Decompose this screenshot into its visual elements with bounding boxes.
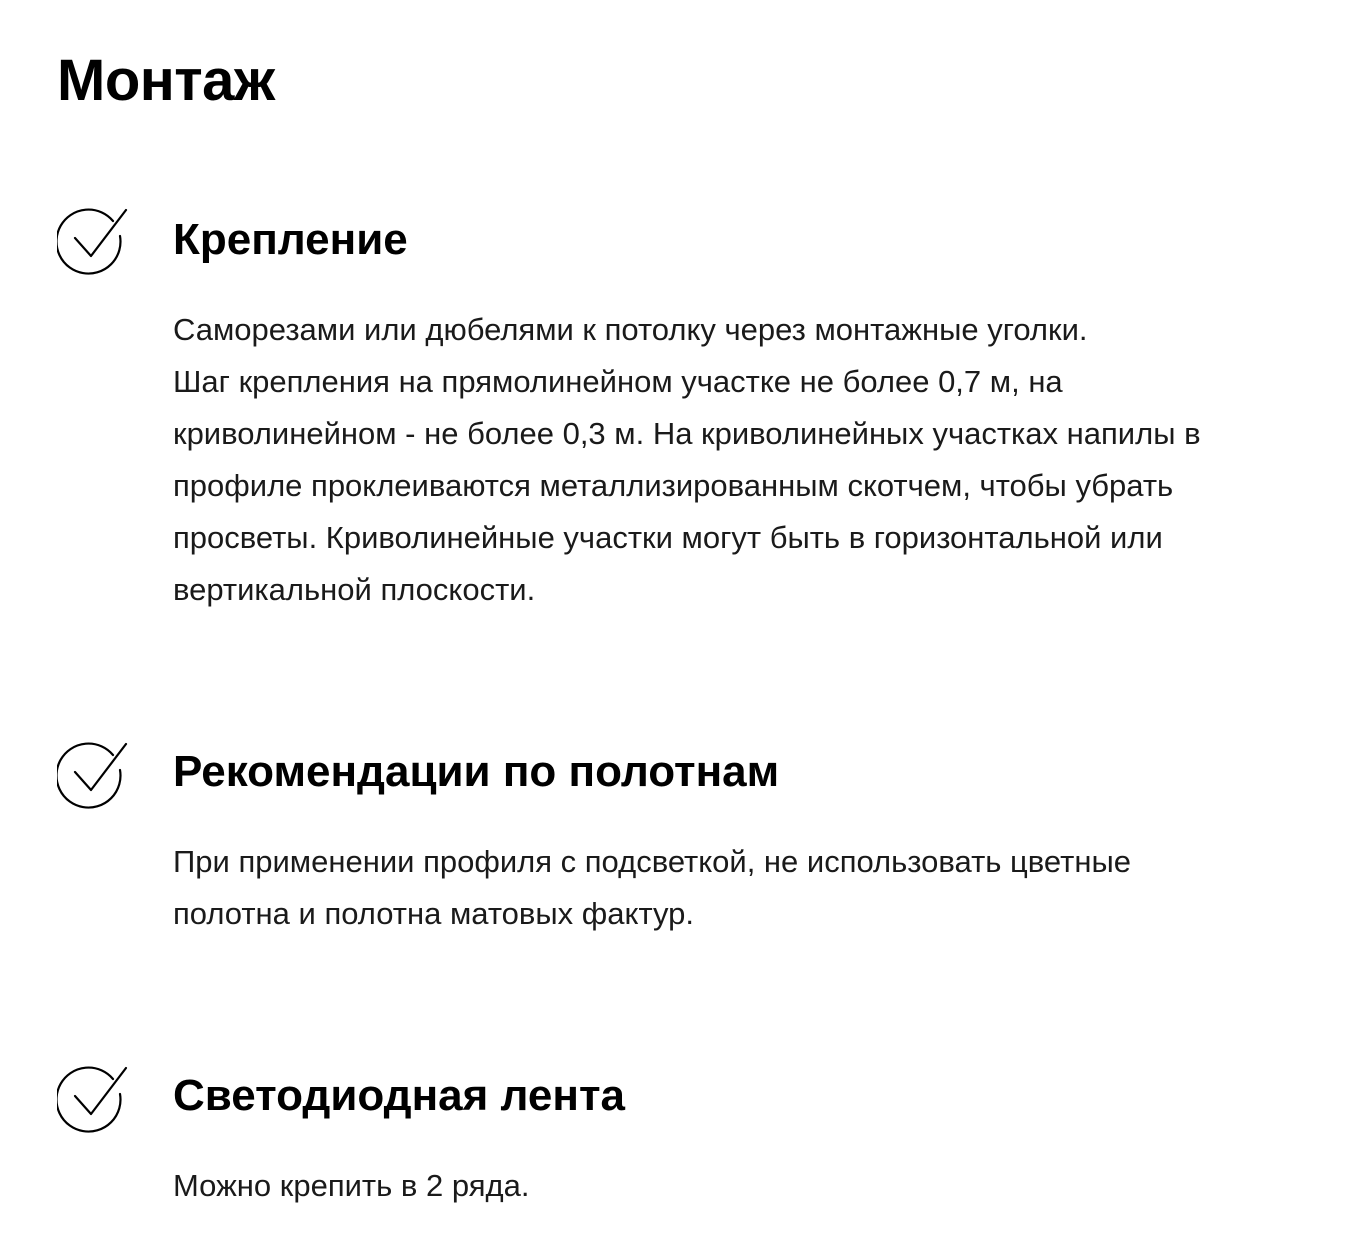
text-line: криволинейном - не более 0,3 м. На криволинейных участках напилы в (173, 416, 1201, 451)
text-line: Шаг крепления на прямолинейном участке не более 0,7 м, на (173, 364, 1063, 399)
text-line: Можно крепить в 2 ряда. (173, 1168, 530, 1203)
text-line: полотна и полотна матовых фактур. (173, 896, 694, 931)
text-line: профиле проклеиваются металлизированным скотчем, чтобы убрать (173, 468, 1174, 503)
section-title: Светодиодная лента (173, 1071, 625, 1120)
section-text (173, 836, 1303, 940)
check-circle-icon (57, 1066, 129, 1138)
check-circle-icon (57, 742, 129, 814)
text-line: При применении профиля с подсветкой, не использовать цветные (173, 844, 1131, 879)
section-title: Рекомендации по полотнам (173, 747, 780, 796)
check-circle-icon (57, 208, 129, 280)
section-text (173, 1160, 1303, 1212)
text-line: вертикальной плоскости. (173, 572, 536, 607)
section-text (173, 304, 1303, 616)
section-title: Крепление (173, 215, 408, 264)
text-line: просветы. Криволинейные участки могут быть в горизонтальной или (173, 520, 1163, 555)
page-title: Монтаж (57, 48, 275, 113)
text-line: Саморезами или дюбелями к потолку через монтажные уголки. (173, 312, 1088, 347)
